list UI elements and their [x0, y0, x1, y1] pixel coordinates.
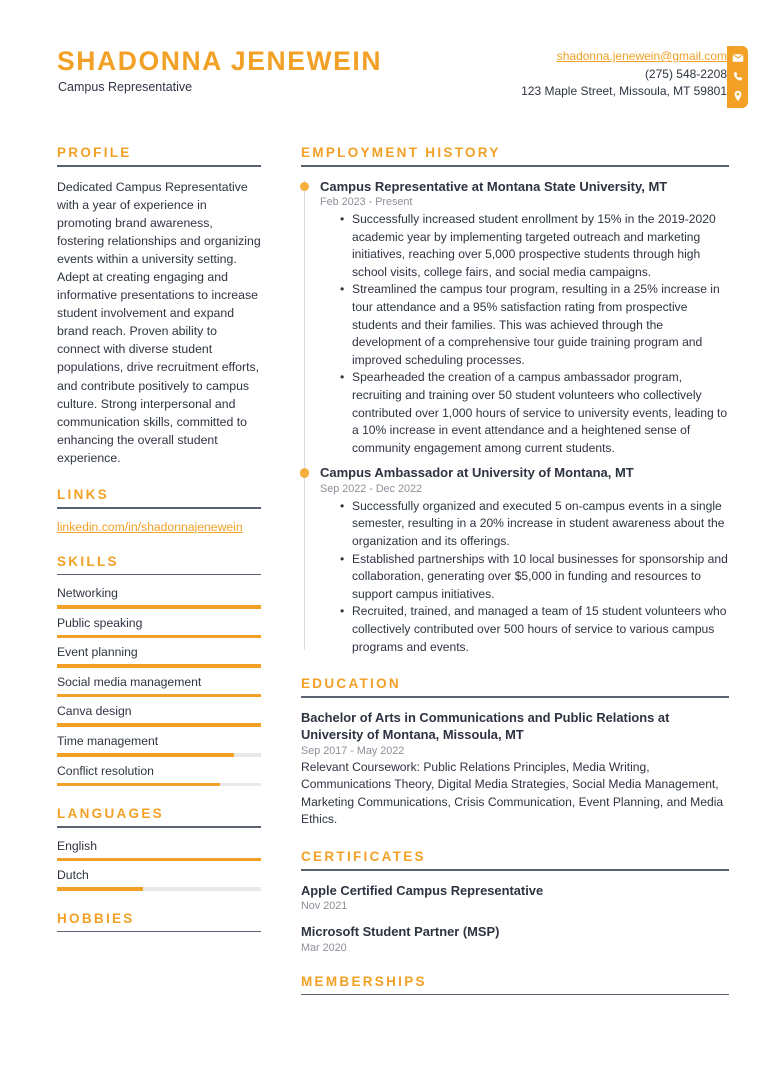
job-bullet-list — [340, 211, 729, 457]
entry-title: Bachelor of Arts in Communications and Public Relations at University of Montana, Missoula, MT — [301, 709, 670, 743]
list-item — [57, 586, 261, 609]
section-profile — [57, 145, 261, 467]
languages-list — [57, 839, 261, 891]
section-heading-certificates: CERTIFICATES — [301, 849, 426, 865]
proficiency-bar — [57, 753, 261, 757]
job-title: Campus Representative at Montana State University, MT — [320, 178, 668, 194]
proficiency-bar-fill — [57, 887, 143, 891]
proficiency-bar — [57, 694, 261, 698]
section-divider — [301, 869, 729, 871]
section-links — [57, 487, 261, 534]
contact-icon-strip — [727, 46, 748, 108]
page-title: SHADONNA JENEWEIN — [57, 46, 383, 76]
proficiency-bar-fill — [57, 605, 261, 609]
entry-date: Nov 2021 — [301, 900, 348, 913]
education-list — [301, 709, 729, 829]
list-item — [57, 839, 261, 862]
proficiency-bar — [57, 858, 261, 862]
section-skills — [57, 554, 261, 787]
bar-label: Networking — [57, 586, 118, 600]
section-languages — [57, 806, 261, 891]
main-column — [301, 145, 729, 1015]
section-certificates — [301, 849, 729, 954]
bar-label: Conflict resolution — [57, 763, 154, 778]
section-heading-employment: EMPLOYMENT HISTORY — [301, 145, 501, 160]
section-heading-languages: LANGUAGES — [57, 806, 164, 822]
section-divider — [57, 826, 261, 828]
certificates-list — [301, 882, 729, 954]
section-hobbies — [57, 911, 261, 933]
entry-title: Microsoft Student Partner (MSP) — [301, 924, 500, 940]
list-item: • Successfully organized and executed 5 on-campus events in a single semester, resulting in a 20% increase in student awareness about the organization and its offerings. — [340, 498, 729, 551]
entry-date: Mar 2020 — [301, 941, 347, 954]
list-item: • Established partnerships with 10 local businesses for sponsorship and collaboration, generating over $5,000 in funding and resources to support campus initiatives. — [340, 551, 729, 604]
bar-label: Event planning — [57, 645, 138, 660]
list-item: • Successfully increased student enrollment by 15% in the 2019-2020 academic year by implementing targeted outreach and marketing initiatives, reaching over 5,000 prospective students through high school visits, college fairs, and social media campaigns. — [340, 211, 729, 281]
list-item: • Spearheaded the creation of a campus ambassador program, recruiting and training over 50 student volunteers who collectively contributed over 1,000 hours of service to university events, leading to a 10% increase in event attendance and a heightened sense of community engagement among current students. — [340, 369, 729, 457]
profile-text: Dedicated Campus Representative with a year of experience in promoting brand awareness, fostering relationships and organizing events within a university setting. Adept at creating engaging and informative presentations to increase student involvement and expand brand reach. Proven ability to connect with diverse student populations, drive recruitment efforts, and contribute positively to campus culture. Strong interpersonal and communication skills, committed to enhancing the overall student experience. — [57, 179, 261, 465]
section-divider — [57, 574, 261, 576]
job-title: Campus Ambassador at University of Montana, MT — [320, 465, 634, 481]
bar-label: Canva design — [57, 704, 132, 719]
bar-label: Public speaking — [57, 615, 143, 630]
list-item — [301, 709, 729, 829]
bar-label: Social media management — [57, 674, 202, 689]
proficiency-bar — [57, 664, 261, 668]
proficiency-bar-fill — [57, 723, 261, 727]
resume-header — [0, 0, 768, 130]
section-education — [301, 676, 729, 829]
list-item: • Recruited, trained, and managed a team of 15 student volunteers who collectively contributed over 500 hours of service to various campus programs and events. — [340, 603, 729, 656]
envelope-icon — [732, 52, 744, 64]
job-bullet-list — [340, 498, 729, 656]
entry-date: Sep 2017 - May 2022 — [301, 744, 405, 757]
section-divider — [301, 994, 729, 996]
section-heading-education: EDUCATION — [301, 676, 401, 692]
phone-icon — [732, 71, 744, 83]
proficiency-bar-fill — [57, 783, 220, 787]
proficiency-bar-fill — [57, 858, 261, 862]
proficiency-bar — [57, 605, 261, 609]
contact-block — [521, 48, 727, 101]
proficiency-bar — [57, 783, 261, 787]
section-heading-hobbies: HOBBIES — [57, 910, 135, 926]
list-item — [57, 675, 261, 698]
proficiency-bar — [57, 635, 261, 639]
proficiency-bar-fill — [57, 664, 261, 668]
section-heading-memberships: MEMBERSHIPS — [301, 973, 427, 989]
section-divider — [301, 696, 729, 698]
section-divider — [57, 507, 261, 509]
timeline-dot-icon — [300, 468, 310, 478]
job-date: Sep 2022 - Dec 2022 — [320, 482, 423, 495]
list-item — [57, 868, 261, 891]
phone-text: (275) 548-2208 — [644, 66, 727, 81]
entry-description: Relevant Coursework: Public Relations Principles, Media Writing, Communications Theory, Digital Media Strategies, Social Media Management, Marketing Communications, Crisis Communication, Event Planning, and Media Ethics. — [301, 759, 724, 827]
section-divider — [301, 165, 729, 167]
list-item — [301, 923, 729, 954]
sidebar-column — [57, 145, 261, 952]
proficiency-bar-fill — [57, 694, 261, 698]
bar-label: English — [57, 838, 97, 853]
list-item — [57, 734, 261, 757]
proficiency-bar — [57, 723, 261, 727]
section-heading-profile: PROFILE — [57, 145, 132, 160]
job-date: Feb 2023 - Present — [320, 196, 413, 208]
section-divider — [57, 931, 261, 933]
employment-entry — [320, 464, 729, 656]
timeline-dot-icon — [300, 182, 310, 192]
proficiency-bar-fill — [57, 635, 261, 639]
employment-timeline — [301, 178, 729, 657]
list-item — [57, 616, 261, 639]
list-item — [57, 645, 261, 668]
header-job-title: Campus Representative — [58, 80, 193, 94]
section-employment-history — [301, 145, 729, 656]
list-item: • Streamlined the campus tour program, resulting in a 25% increase in tour attendance and a 95% satisfaction rating from prospective students and their families. This was achieved through the development of a comprehensive tour guide training program and improved scheduling processes. — [340, 281, 729, 369]
bar-label: Dutch — [57, 868, 89, 883]
address-text: 123 Maple Street, Missoula, MT 59801 — [521, 84, 727, 98]
bar-label: Time management — [57, 733, 159, 748]
section-heading-skills: SKILLS — [57, 553, 119, 569]
skills-list — [57, 586, 261, 786]
entry-title: Apple Certified Campus Representative — [301, 882, 544, 898]
list-item — [57, 764, 261, 787]
section-divider — [57, 165, 261, 167]
link-item[interactable]: linkedin.com/in/shadonnajenewein — [57, 519, 243, 534]
list-item — [57, 704, 261, 727]
email-link[interactable]: shadonna.jenewein@gmail.com — [556, 49, 727, 63]
section-heading-links: LINKS — [57, 487, 109, 502]
links-list — [57, 520, 261, 534]
location-pin-icon — [732, 90, 744, 102]
list-item — [301, 882, 729, 913]
section-memberships — [301, 974, 729, 996]
employment-entry — [320, 178, 729, 458]
proficiency-bar-fill — [57, 753, 234, 757]
proficiency-bar — [57, 887, 261, 891]
